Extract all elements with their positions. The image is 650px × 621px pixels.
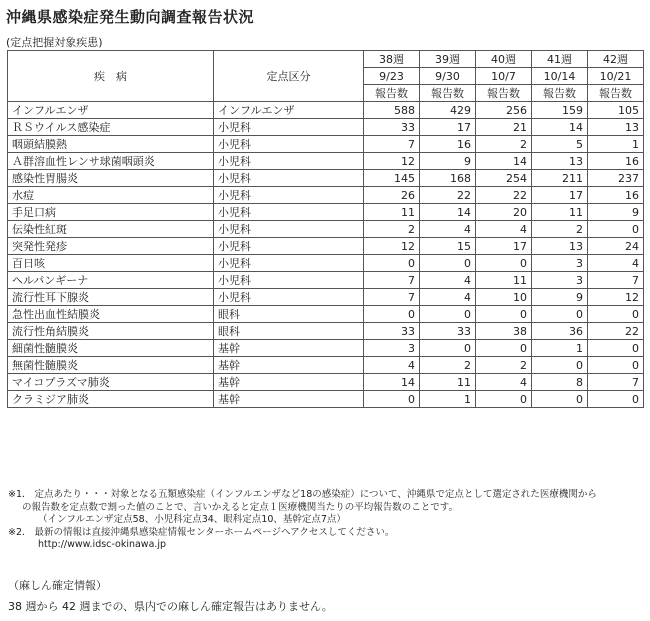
count-cell: 2	[532, 221, 588, 238]
week-header: 40週	[476, 51, 532, 68]
count-cell: 17	[532, 187, 588, 204]
table-row	[8, 289, 644, 306]
category-cell: 眼科	[214, 323, 364, 340]
week-header: 41週	[532, 51, 588, 68]
count-cell: 159	[532, 102, 588, 119]
count-cell: 24	[588, 238, 644, 255]
category-cell: インフルエンザ	[214, 102, 364, 119]
count-cell: 9	[532, 289, 588, 306]
disease-name-cell: 流行性角結膜炎	[8, 323, 214, 340]
count-cell: 12	[364, 238, 420, 255]
disease-name-cell: 細菌性髄膜炎	[8, 340, 214, 357]
count-cell: 3	[364, 340, 420, 357]
count-cell: 9	[420, 153, 476, 170]
category-cell: 小児科	[214, 187, 364, 204]
category-cell: 小児科	[214, 204, 364, 221]
count-cell: 0	[364, 391, 420, 408]
count-cell: 0	[588, 391, 644, 408]
category-cell: 小児科	[214, 170, 364, 187]
disease-name-cell: 咽頭結膜熱	[8, 136, 214, 153]
count-cell: 7	[364, 136, 420, 153]
count-cell: 1	[420, 391, 476, 408]
count-cell: 33	[420, 323, 476, 340]
category-cell: 小児科	[214, 221, 364, 238]
date-header: 9/30	[420, 68, 476, 85]
count-cell: 0	[476, 391, 532, 408]
count-cell: 14	[364, 374, 420, 391]
footnote-line: ※1． 定点あたり・・・対象となる五類感染症（インフルエンザなど18の感染症）について、沖縄県で定点として選定された医療機関から	[8, 489, 597, 500]
count-cell: 4	[476, 221, 532, 238]
count-cell: 10	[476, 289, 532, 306]
category-cell: 小児科	[214, 136, 364, 153]
footnote-line: （インフルエンザ定点58、小児科定点34、眼科定点10、基幹定点7点）	[38, 514, 346, 525]
count-cell: 254	[476, 170, 532, 187]
count-cell: 429	[420, 102, 476, 119]
count-cell: 22	[588, 323, 644, 340]
unit-header: 報告数	[588, 85, 644, 102]
table-row	[8, 391, 644, 408]
category-cell: 小児科	[214, 238, 364, 255]
measles-heading: （麻しん確定情報）	[8, 579, 107, 592]
category-column-header: 定点区分	[214, 51, 364, 102]
count-cell: 11	[420, 374, 476, 391]
table-row	[8, 238, 644, 255]
count-cell: 17	[420, 119, 476, 136]
category-cell: 基幹	[214, 374, 364, 391]
category-cell: 基幹	[214, 391, 364, 408]
count-cell: 0	[420, 340, 476, 357]
footnote-line: ※2． 最新の情報は直接沖縄県感染症情報センターホームページへアクセスしてください。	[8, 526, 395, 538]
count-cell: 0	[420, 306, 476, 323]
unit-header: 報告数	[532, 85, 588, 102]
table-row	[8, 323, 644, 340]
count-cell: 21	[476, 119, 532, 136]
count-cell: 7	[588, 272, 644, 289]
count-cell: 3	[532, 255, 588, 272]
count-cell: 22	[476, 187, 532, 204]
count-cell: 0	[588, 221, 644, 238]
unit-header: 報告数	[364, 85, 420, 102]
count-cell: 5	[532, 136, 588, 153]
footnote-url: http://www.idsc-okinawa.jp	[38, 539, 167, 550]
count-cell: 2	[476, 136, 532, 153]
table-row	[8, 272, 644, 289]
table-row	[8, 119, 644, 136]
count-cell: 4	[476, 374, 532, 391]
date-header: 9/23	[364, 68, 420, 85]
category-cell: 小児科	[214, 255, 364, 272]
category-cell: 基幹	[214, 340, 364, 357]
count-cell: 2	[476, 357, 532, 374]
table-row	[8, 102, 644, 119]
count-cell: 16	[588, 153, 644, 170]
count-cell: 2	[420, 357, 476, 374]
category-cell: 小児科	[214, 119, 364, 136]
table-row	[8, 136, 644, 153]
count-cell: 14	[476, 153, 532, 170]
count-cell: 12	[588, 289, 644, 306]
count-cell: 38	[476, 323, 532, 340]
week-header: 39週	[420, 51, 476, 68]
count-cell: 36	[532, 323, 588, 340]
table-row	[8, 204, 644, 221]
count-cell: 4	[420, 289, 476, 306]
count-cell: 0	[588, 340, 644, 357]
count-cell: 4	[364, 357, 420, 374]
count-cell: 26	[364, 187, 420, 204]
count-cell: 14	[420, 204, 476, 221]
disease-name-cell: 流行性耳下腺炎	[8, 289, 214, 306]
measles-text: 38 週から 42 週までの、県内での麻しん確定報告はありません。	[8, 600, 333, 613]
count-cell: 7	[588, 374, 644, 391]
disease-name-cell: 手足口病	[8, 204, 214, 221]
disease-name-cell: 急性出血性結膜炎	[8, 306, 214, 323]
footnotes	[8, 489, 644, 552]
count-cell: 13	[532, 238, 588, 255]
unit-header: 報告数	[420, 85, 476, 102]
count-cell: 7	[364, 289, 420, 306]
disease-name-cell: Ａ群溶血性レンサ球菌咽頭炎	[8, 153, 214, 170]
count-cell: 0	[532, 357, 588, 374]
count-cell: 13	[532, 153, 588, 170]
count-cell: 16	[588, 187, 644, 204]
unit-header: 報告数	[476, 85, 532, 102]
count-cell: 4	[420, 272, 476, 289]
count-cell: 33	[364, 119, 420, 136]
table-row	[8, 255, 644, 272]
count-cell: 0	[476, 306, 532, 323]
disease-name-cell: 突発性発疹	[8, 238, 214, 255]
count-cell: 0	[532, 391, 588, 408]
count-cell: 0	[364, 306, 420, 323]
category-cell: 小児科	[214, 289, 364, 306]
count-cell: 211	[532, 170, 588, 187]
count-cell: 17	[476, 238, 532, 255]
table-body	[8, 102, 644, 408]
count-cell: 0	[588, 357, 644, 374]
disease-name-cell: クラミジア肺炎	[8, 391, 214, 408]
count-cell: 11	[364, 204, 420, 221]
count-cell: 2	[364, 221, 420, 238]
table-row	[8, 153, 644, 170]
count-cell: 11	[476, 272, 532, 289]
report-table	[7, 50, 644, 408]
page-subtitle: (定点把握対象疾患)	[6, 36, 103, 49]
week-header: 38週	[364, 51, 420, 68]
week-header: 42週	[588, 51, 644, 68]
table-row	[8, 306, 644, 323]
count-cell: 15	[420, 238, 476, 255]
count-cell: 3	[532, 272, 588, 289]
category-cell: 基幹	[214, 357, 364, 374]
disease-name-cell: 無菌性髄膜炎	[8, 357, 214, 374]
count-cell: 1	[532, 340, 588, 357]
count-cell: 168	[420, 170, 476, 187]
count-cell: 12	[364, 153, 420, 170]
count-cell: 4	[420, 221, 476, 238]
count-cell: 145	[364, 170, 420, 187]
disease-name-cell: 感染性胃腸炎	[8, 170, 214, 187]
disease-name-cell: ＲＳウイルス感染症	[8, 119, 214, 136]
date-header: 10/7	[476, 68, 532, 85]
count-cell: 0	[420, 255, 476, 272]
disease-column-header: 疾 病	[8, 51, 214, 102]
count-cell: 237	[588, 170, 644, 187]
disease-name-cell: インフルエンザ	[8, 102, 214, 119]
table-row	[8, 170, 644, 187]
disease-name-cell: ヘルパンギーナ	[8, 272, 214, 289]
count-cell: 256	[476, 102, 532, 119]
category-cell: 眼科	[214, 306, 364, 323]
category-cell: 小児科	[214, 272, 364, 289]
date-header: 10/21	[588, 68, 644, 85]
count-cell: 0	[476, 340, 532, 357]
count-cell: 4	[588, 255, 644, 272]
category-cell: 小児科	[214, 153, 364, 170]
table-header	[8, 51, 644, 102]
date-header: 10/14	[532, 68, 588, 85]
count-cell: 0	[476, 255, 532, 272]
table-row	[8, 221, 644, 238]
table-row	[8, 357, 644, 374]
table-row	[8, 340, 644, 357]
count-cell: 0	[532, 306, 588, 323]
count-cell: 0	[364, 255, 420, 272]
count-cell: 8	[532, 374, 588, 391]
count-cell: 588	[364, 102, 420, 119]
footnote-line: の報告数を定点数で割った値のことで、言いかえると定点１医療機関当たりの平均報告数のことです。	[22, 501, 459, 513]
count-cell: 16	[420, 136, 476, 153]
page-title: 沖縄県感染症発生動向調査報告状況	[6, 8, 255, 26]
count-cell: 33	[364, 323, 420, 340]
disease-name-cell: マイコプラズマ肺炎	[8, 374, 214, 391]
count-cell: 14	[532, 119, 588, 136]
count-cell: 1	[588, 136, 644, 153]
count-cell: 22	[420, 187, 476, 204]
table-row	[8, 187, 644, 204]
table-row	[8, 374, 644, 391]
count-cell: 11	[532, 204, 588, 221]
count-cell: 105	[588, 102, 644, 119]
disease-name-cell: 伝染性紅斑	[8, 221, 214, 238]
count-cell: 9	[588, 204, 644, 221]
count-cell: 20	[476, 204, 532, 221]
count-cell: 13	[588, 119, 644, 136]
count-cell: 0	[588, 306, 644, 323]
count-cell: 7	[364, 272, 420, 289]
disease-name-cell: 水痘	[8, 187, 214, 204]
disease-name-cell: 百日咳	[8, 255, 214, 272]
